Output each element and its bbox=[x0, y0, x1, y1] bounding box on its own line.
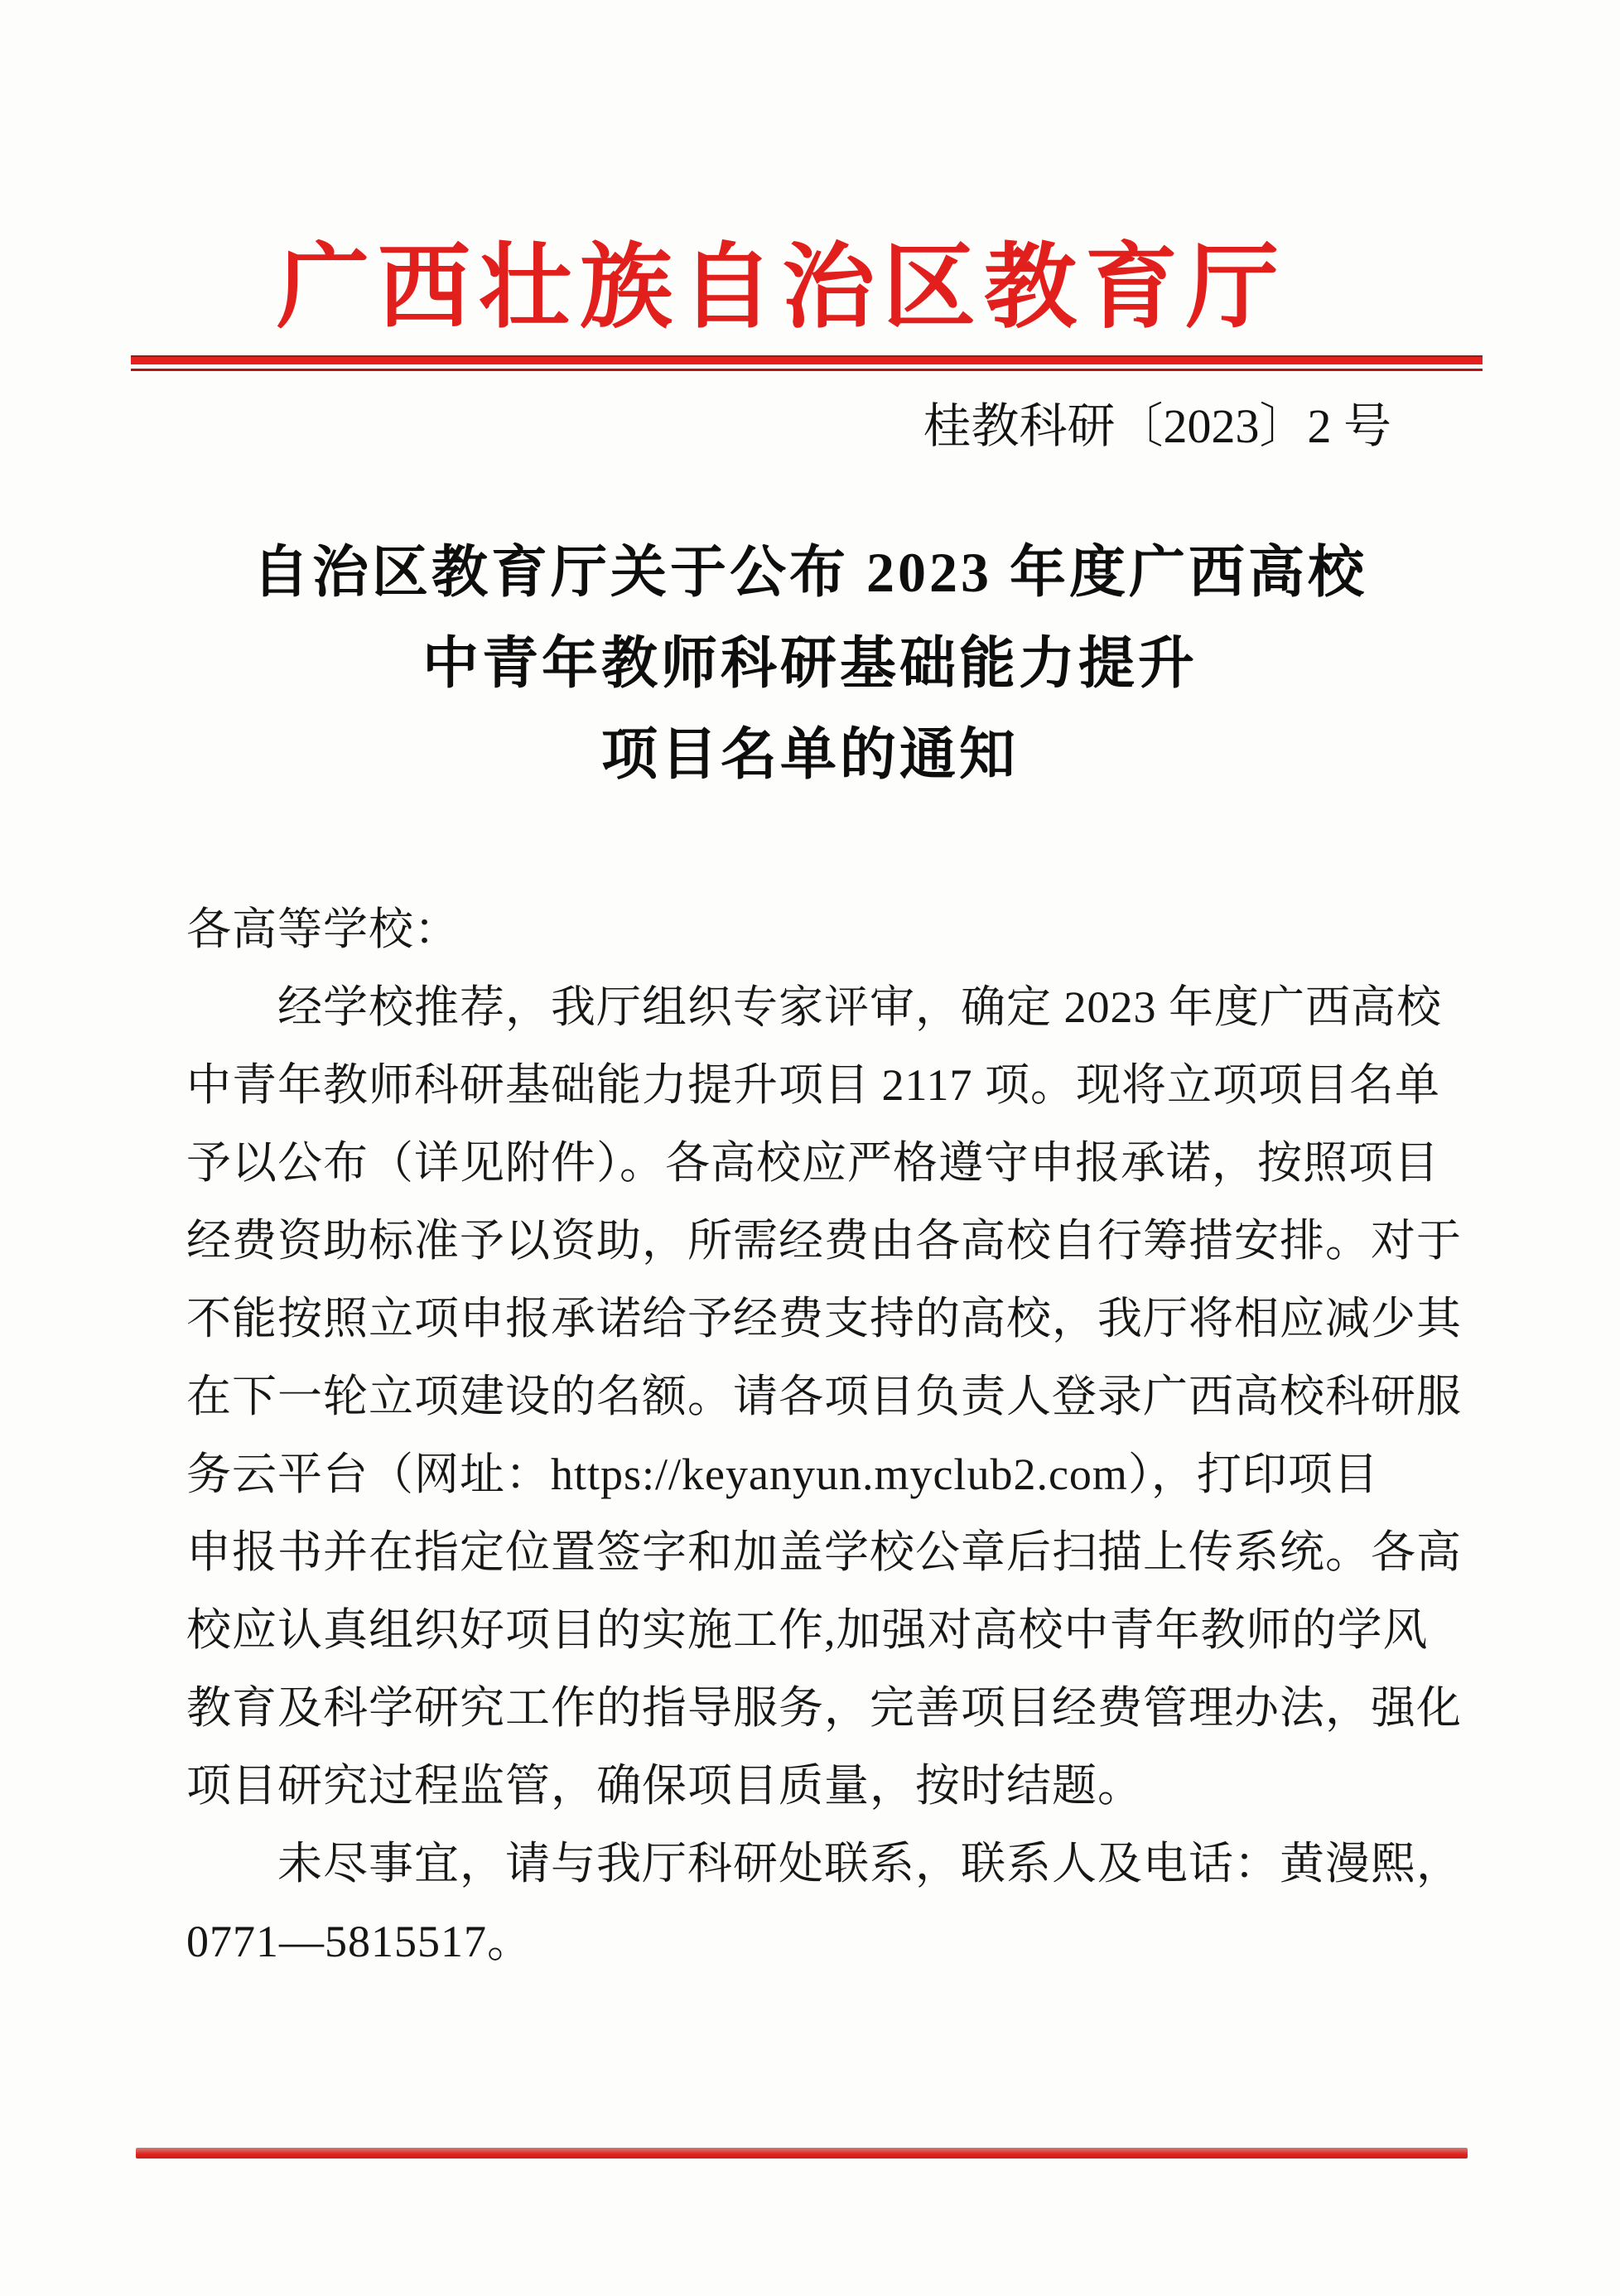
document-reference-number: 桂教科研〔2023〕2 号 bbox=[923, 399, 1391, 453]
red-separator-line-top bbox=[131, 355, 1483, 371]
body-line: 经费资助标准予以资助，所需经费由各高校自行筹措安排。对于 bbox=[186, 1216, 1462, 1266]
body-line: 不能按照立项申报承诺给予经费支持的高校，我厅将相应减少其 bbox=[186, 1294, 1462, 1343]
body-line: 中青年教师科研基础能力提升项目 2117 项。现将立项项目名单 bbox=[186, 1060, 1440, 1110]
body-line: 予以公布（详见附件）。各高校应严格遵守申报承诺，按照项目 bbox=[186, 1138, 1439, 1188]
body-line: 在下一轮立项建设的名额。请各项目负责人登录广西高校科研服 bbox=[186, 1372, 1462, 1421]
body-line-with-url: 务云平台（网址：https://keyanyun.myclub2.com），打印项目 bbox=[186, 1449, 1379, 1499]
notice-body bbox=[186, 890, 1462, 1980]
body-line: 校应认真组织好项目的实施工作,加强对高校中青年教师的学风 bbox=[186, 1605, 1429, 1655]
contact-phone-line: 0771—5815517。 bbox=[186, 1917, 533, 1966]
body-line: 未尽事宜，请与我厅科研处联系，联系人及电话：黄漫熙， bbox=[277, 1839, 1462, 1888]
notice-title-line: 自治区教育厅关于公布 2023 年度广西高校 bbox=[252, 541, 1367, 604]
red-separator-line-bottom bbox=[136, 2148, 1468, 2159]
notice-title bbox=[0, 527, 1620, 800]
salutation-line: 各高等学校： bbox=[186, 904, 460, 954]
body-line: 申报书并在指定位置签字和加盖学校公章后扫描上传系统。各高 bbox=[186, 1527, 1462, 1577]
notice-title-line: 项目名单的通知 bbox=[600, 723, 1019, 786]
agency-masthead: 广西壮族自治区教育厅 bbox=[277, 237, 1287, 340]
notice-title-line: 中青年教师科研基础能力提升 bbox=[422, 632, 1198, 695]
body-line: 教育及科学研究工作的指导服务，完善项目经费管理办法，强化 bbox=[186, 1683, 1462, 1733]
body-line: 项目研究过程监管，确保项目质量，按时结题。 bbox=[186, 1761, 1143, 1811]
body-line: 经学校推荐，我厅组织专家评审，确定 2023 年度广西高校 bbox=[277, 982, 1442, 1032]
